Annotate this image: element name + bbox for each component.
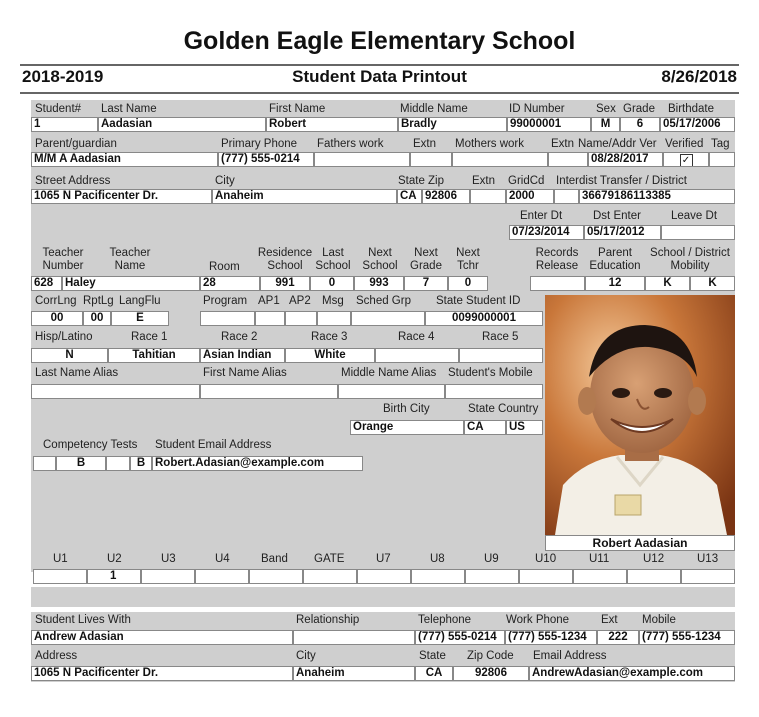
label-birth-city: Birth City [383,403,430,415]
room-value: 28 [200,276,260,291]
label-last-school: Last School [315,247,351,272]
label-leave-dt: Leave Dt [671,210,718,222]
label-residence-school: Residence School [257,247,313,272]
label-tag: Tag [711,138,730,150]
label-competency-tests: Competency Tests [43,439,138,451]
label-telephone: Telephone [418,614,472,626]
label-zip-code: Zip Code [467,650,514,662]
u2-text: 1 [110,570,117,582]
ap2-value [285,311,317,326]
student-photo [545,295,735,535]
label-u3: U3 [161,553,176,565]
gridcd-value: 2000 [506,189,554,204]
label-state: State [398,175,425,187]
label-race5: Race 5 [482,331,519,343]
label-zip: Zip [428,175,444,187]
u13-value [681,569,735,584]
school-name: Golden Eagle Elementary School [183,27,576,55]
label-contact-city: City [296,650,316,662]
verified-checkbox-cell [663,152,709,167]
label-ap2: AP2 [289,295,311,307]
label-langflu: LangFlu [119,295,161,307]
label-student-lives-with: Student Lives With [35,614,131,626]
dst-enter-value: 05/17/2012 [584,225,661,240]
label-race4: Race 4 [398,331,435,343]
u12-value [627,569,681,584]
label-student-email: Student Email Address [155,439,272,451]
u4-value [195,569,249,584]
students-mobile-value [445,384,543,399]
label-u8: U8 [430,553,445,565]
rptlg-value: 00 [83,311,111,326]
hisp-latino-value: N [31,348,108,363]
name-addr-ver-value: 08/28/2017 [588,152,663,167]
label-hisp-latino: Hisp/Latino [35,331,93,343]
label-next-school: Next School [362,247,398,272]
fathers-work-value [314,152,410,167]
leave-dt-value [661,225,735,240]
last-name-value: Aadasian [98,117,266,132]
header-top-rule [20,64,739,66]
contact-city-value: Anaheim [293,666,415,681]
u2-value [87,569,141,584]
interdist-blank-value [554,189,579,204]
birth-city-value: Orange [350,420,464,435]
label-parent-guardian: Parent/guardian [35,138,117,150]
contact-zip-value: 92806 [453,666,529,681]
label-first-name-alias: First Name Alias [203,367,287,379]
label-parent-education: Parent Education [589,247,641,272]
last-name-alias-value [31,384,200,399]
label-extn-mother: Extn [551,138,575,150]
label-race3: Race 3 [311,331,348,343]
photo-caption: Robert Aadasian [545,535,735,551]
label-relationship: Relationship [296,614,360,626]
label-first-name: First Name [269,103,326,115]
u3-value [141,569,195,584]
first-name-value: Robert [266,117,398,132]
grade-value: 6 [620,117,660,132]
label-u4: U4 [215,553,230,565]
label-program: Program [203,295,248,307]
label-last-name: Last Name [101,103,157,115]
report-title: Student Data Printout [292,67,467,86]
teacher-number-value: 628 [31,276,62,291]
teacher-name-value: Haley [62,276,200,291]
label-school-district-mobility: School / District Mobility [650,247,730,272]
label-room: Room [209,261,240,273]
enter-dt-value: 07/23/2014 [509,225,584,240]
competency-test-4: B [130,456,152,471]
label-band: Band [261,553,288,565]
verified-checkbox[interactable]: ✓ [680,154,693,167]
label-fathers-work: Fathers work [317,138,384,150]
id-number-value: 99000001 [507,117,591,132]
residence-school-value: 991 [260,276,310,291]
birth-state-value: CA [464,420,506,435]
label-state-country: State Country [468,403,539,415]
label-street-address: Street Address [35,175,111,187]
u10-value [519,569,573,584]
contact-address-value: 1065 N Pacificenter Dr. [31,666,293,681]
spacer-band [31,587,735,607]
competency-test-3 [106,456,130,471]
label-sex: Sex [596,103,616,115]
label-corrlng: CorrLng [35,295,77,307]
city-value: Anaheim [212,189,397,204]
label-sched-grp: Sched Grp [356,295,411,307]
sex-value: M [591,117,620,132]
langflu-value: E [111,311,169,326]
primary-phone-value: (777) 555-0214 [218,152,314,167]
competency-test-2: B [56,456,106,471]
next-tchr-value: 0 [448,276,488,291]
label-gate: GATE [314,553,345,565]
race5-value [459,348,543,363]
contact-mobile-value: (777) 555-1234 [639,630,735,645]
mothers-work-value [452,152,548,167]
mother-extn-value [548,152,588,167]
label-u2: U2 [107,553,122,565]
label-id-number: ID Number [509,103,565,115]
print-date: 8/26/2018 [661,67,737,86]
first-name-alias-value [200,384,338,399]
contact-state-value: CA [415,666,453,681]
label-teacher-name: Teacher Name [109,247,151,272]
label-interdist: Interdist Transfer / District [556,175,688,187]
middle-name-value: Bradly [398,117,507,132]
parent-education-value: 12 [585,276,645,291]
label-student-num: Student# [35,103,82,115]
student-email-value: Robert.Adasian@example.com [152,456,363,471]
band-value [249,569,303,584]
label-next-tchr: Next Tchr [456,247,480,272]
race3-value: White [285,348,375,363]
label-verified: Verified [665,138,704,150]
race4-value [375,348,459,363]
birth-country-value: US [506,420,543,435]
label-teacher-number: Teacher Number [42,247,84,272]
label-u7: U7 [376,553,391,565]
label-ext: Ext [601,614,618,626]
next-grade-value: 7 [404,276,448,291]
corrlng-value: 00 [31,311,83,326]
label-primary-phone: Primary Phone [221,138,298,150]
middle-name-alias-value [338,384,445,399]
school-year: 2018-2019 [22,67,104,86]
label-u12: U12 [643,553,665,565]
state-value: CA [397,189,422,204]
lives-with-value: Andrew Adasian [31,630,293,645]
u11-value [573,569,627,584]
competency-test-1 [33,456,56,471]
u1-value [33,569,87,584]
label-enter-dt: Enter Dt [520,210,563,222]
label-race2: Race 2 [221,331,258,343]
label-mobile: Mobile [642,614,676,626]
header-bottom-rule [20,92,739,94]
label-u11: U11 [589,553,610,565]
label-u10: U10 [535,553,557,565]
zip-value: 92806 [422,189,470,204]
label-ap1: AP1 [258,295,280,307]
u9-value [465,569,519,584]
label-work-phone: Work Phone [506,614,570,626]
state-student-id-value: 0099000001 [425,311,543,326]
label-mothers-work: Mothers work [455,138,525,150]
race1-value: Tahitian [108,348,200,363]
label-birthdate: Birthdate [668,103,715,115]
street-address-value: 1065 N Pacificenter Dr. [31,189,212,204]
birthdate-value: 05/17/2006 [660,117,735,132]
address-extn-value [470,189,506,204]
program-value [200,311,255,326]
label-middle-name-alias: Middle Name Alias [341,367,437,379]
next-school-value: 993 [354,276,404,291]
label-u9: U9 [484,553,499,565]
contact-email-value: AndrewAdasian@example.com [529,666,735,681]
sched-grp-value [351,311,425,326]
label-email-address: Email Address [533,650,607,662]
label-u13: U13 [697,553,719,565]
label-students-mobile: Student's Mobile [448,367,533,379]
label-u1: U1 [53,553,68,565]
label-middle-name: Middle Name [400,103,468,115]
gate-value [303,569,357,584]
interdist-value: 36679186113385 [579,189,735,204]
parent-guardian-value: M/M A Aadasian [31,152,218,167]
relationship-value [293,630,415,645]
label-address: Address [35,650,78,662]
label-dst-enter: Dst Enter [593,210,641,222]
race2-value: Asian Indian [200,348,285,363]
last-school-value: 0 [310,276,354,291]
student-num-value: 1 [31,117,98,132]
label-rptlg: RptLg [83,295,114,307]
label-grade: Grade [623,103,655,115]
u8-value [411,569,465,584]
label-contact-state: State [419,650,446,662]
student-photo-illustration [545,295,735,535]
label-extn-father: Extn [413,138,437,150]
label-extn-address: Extn [472,175,496,187]
contact-telephone-value: (777) 555-0214 [415,630,505,645]
tag-value [709,152,735,167]
label-next-grade: Next Grade [410,247,442,272]
label-msg: Msg [322,295,344,307]
label-city: City [215,175,235,187]
records-release-value [530,276,585,291]
label-name-addr-ver: Name/Addr Ver [578,138,657,150]
father-extn-value [410,152,452,167]
label-state-student-id: State Student ID [436,295,521,307]
label-gridcd: GridCd [508,175,545,187]
contact-work-phone-value: (777) 555-1234 [505,630,597,645]
label-race1: Race 1 [131,331,168,343]
contact-ext-value: 222 [597,630,639,645]
district-mobility-value: K [690,276,735,291]
u7-value [357,569,411,584]
label-last-name-alias: Last Name Alias [35,367,119,379]
school-mobility-value: K [645,276,690,291]
label-records-release: Records Release [535,247,579,272]
ap1-value [255,311,285,326]
msg-value [317,311,351,326]
